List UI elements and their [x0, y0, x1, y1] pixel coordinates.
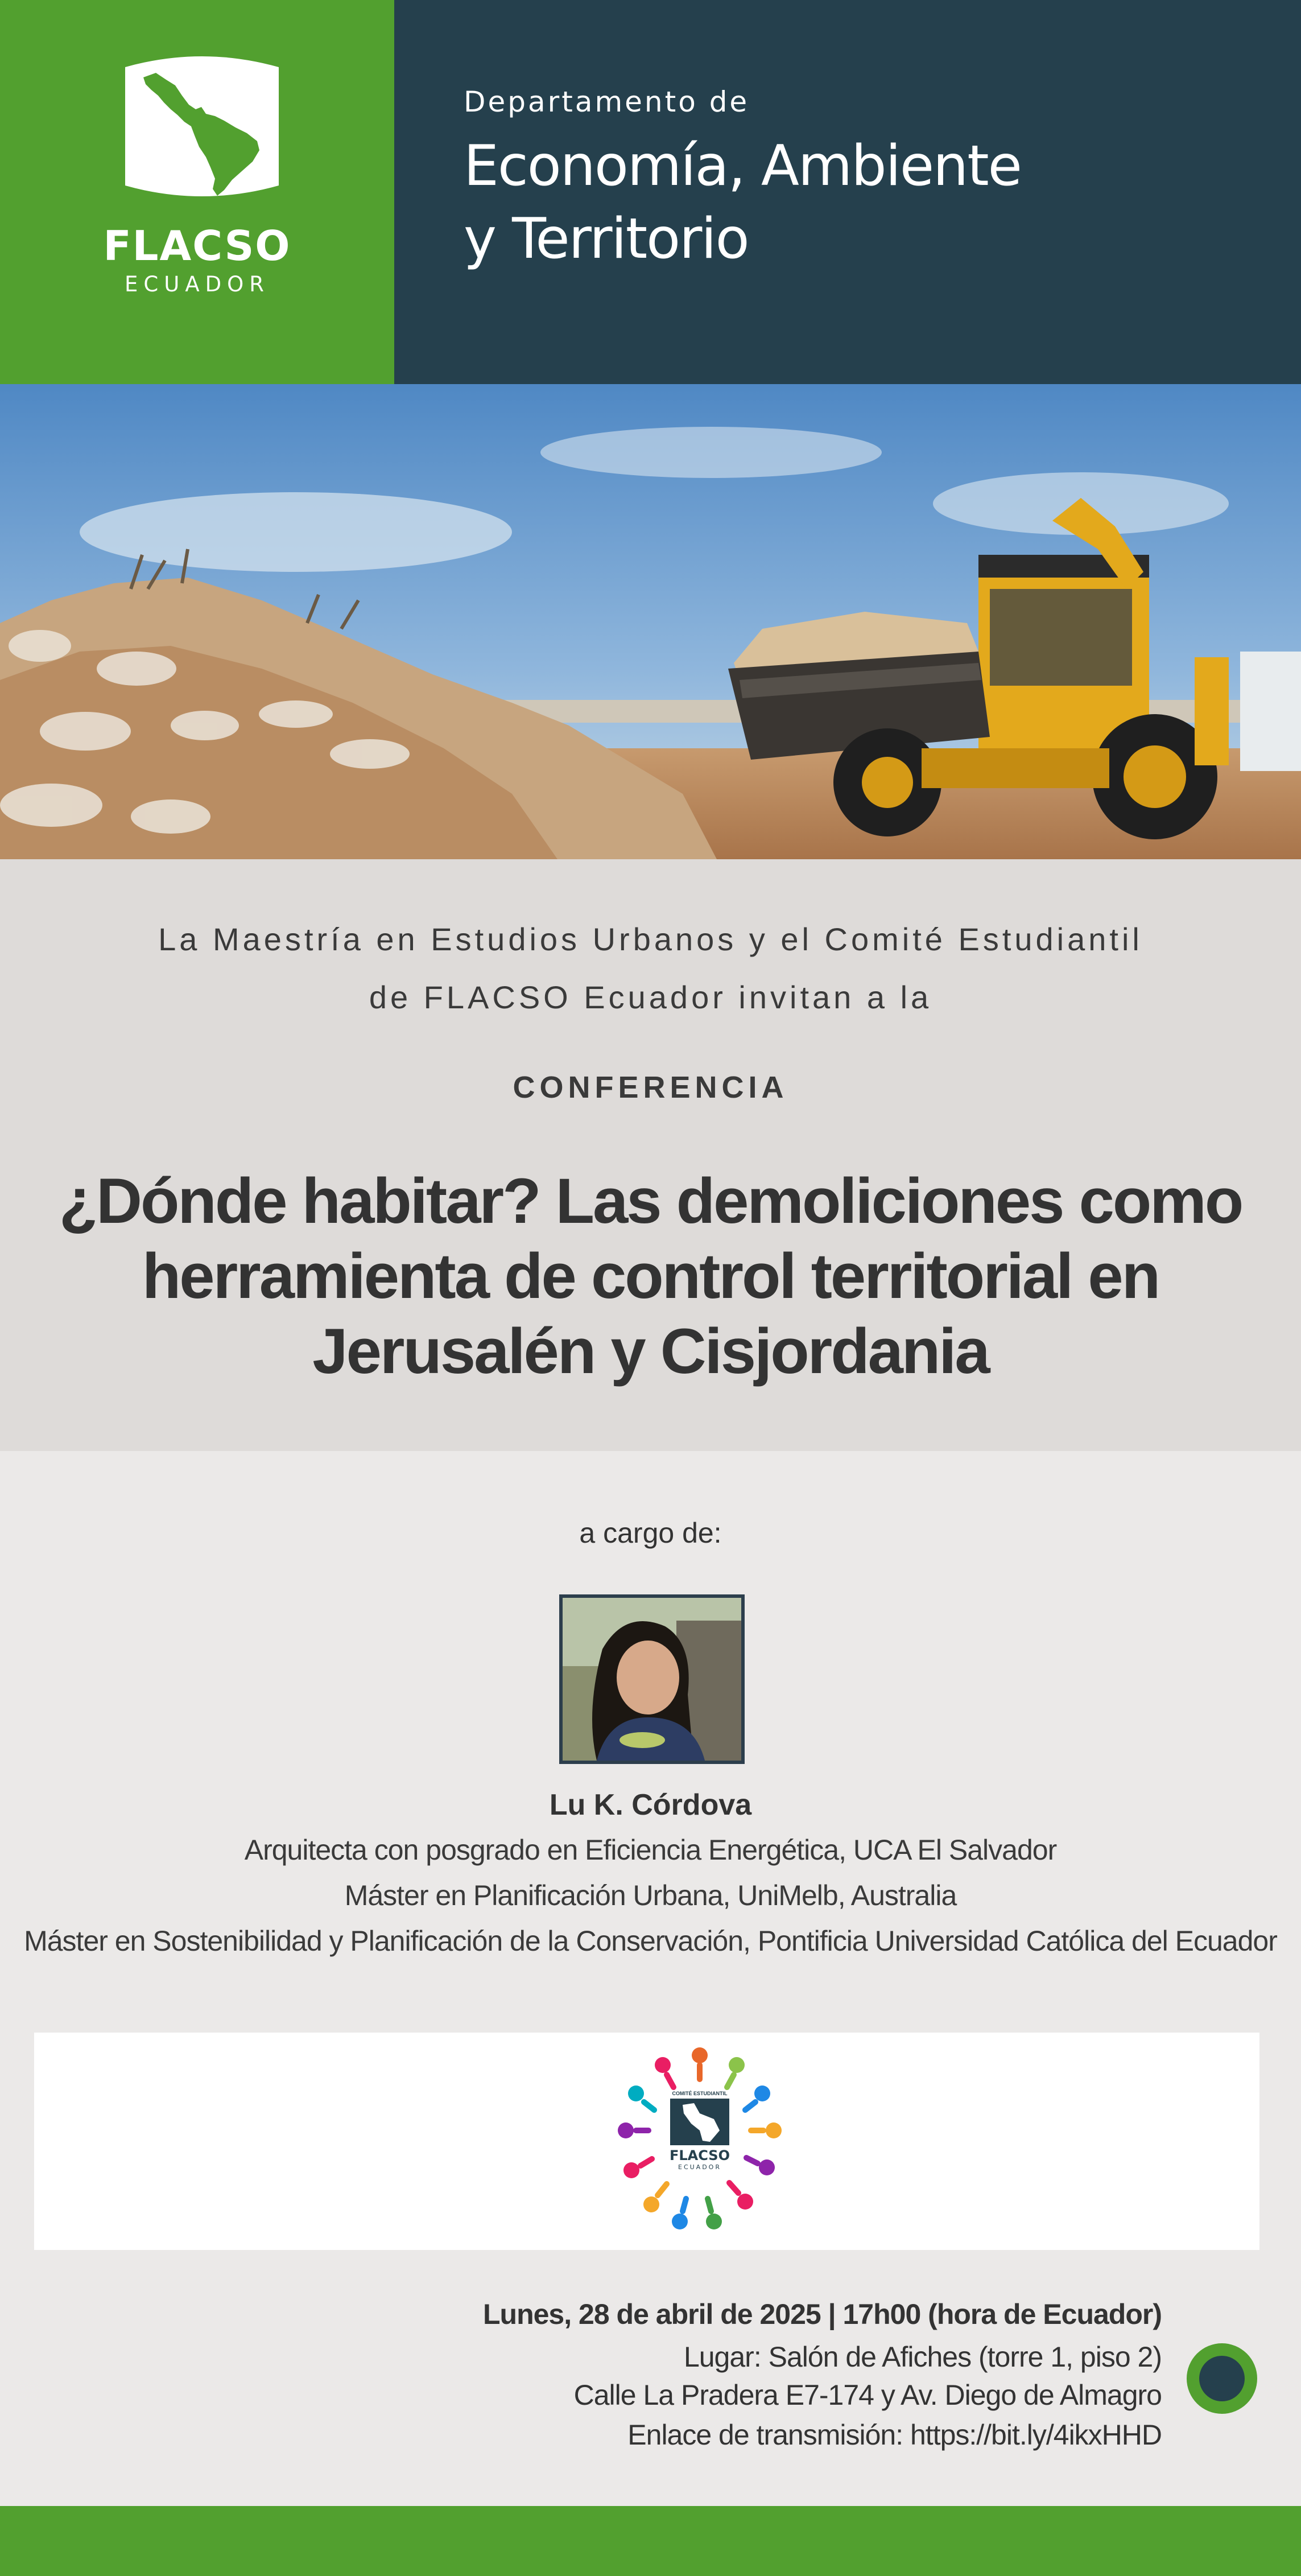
event-venue: Lugar: Salón de Afiches (torre 1, piso 2) [683, 2341, 1162, 2373]
conference-title-line2: herramienta de control territorial en [142, 1240, 1159, 1312]
speaker-intro: a cargo de: [579, 1517, 722, 1549]
committee-logo-sub: ECUADOR [678, 2163, 721, 2171]
invitation-line2: de FLACSO Ecuador invitan a la [369, 979, 932, 1015]
invitation-text [0, 910, 1301, 1027]
conference-title-line1: ¿Dónde habitar? Las demoliciones como [59, 1165, 1242, 1237]
invitation-section [0, 859, 1301, 1451]
flacso-logo [0, 0, 394, 384]
speaker-credential-3: Máster en Sostenibilidad y Planificación de la Conservación, Pontificia Universidad Católica del Ecuador [24, 1925, 1277, 1957]
event-stream-link[interactable]: Enlace de transmisión: https://bit.ly/4ikxHHD [627, 2419, 1162, 2451]
speaker-credential-1: Arquitecta con posgrado en Eficiencia Energética, UCA El Salvador [244, 1834, 1057, 1866]
event-address: Calle La Pradera E7-174 y Av. Diego de Almagro [573, 2379, 1162, 2411]
latin-america-map-icon [121, 50, 283, 203]
committee-logo [609, 2039, 791, 2243]
committee-logo-box [34, 2033, 1259, 2250]
header [0, 0, 1301, 384]
footer-bar [0, 2506, 1301, 2576]
department-name-line2: y Territorio [464, 207, 749, 271]
ring-center [1199, 2356, 1245, 2401]
department-name [464, 130, 1203, 275]
department-block [394, 0, 1301, 384]
conference-title [57, 1164, 1244, 1389]
department-name-line1: Economía, Ambiente [464, 134, 1021, 199]
event-type-label: CONFERENCIA [513, 1070, 788, 1104]
decorative-ring-icon [1187, 2343, 1257, 2414]
invitation-line1: La Maestría en Estudios Urbanos y el Comité Estudiantil [158, 921, 1143, 957]
speaker-credential-2: Máster en Planificación Urbana, UniMelb, Australia [344, 1880, 957, 1911]
logo-name: FLACSO [103, 222, 291, 270]
event-date-time: Lunes, 28 de abril de 2025 | 17h00 (hora de Ecuador) [483, 2298, 1162, 2330]
committee-logo-name: FLACSO [669, 2148, 730, 2163]
logo-subtitle: ECUADOR [125, 272, 270, 296]
speaker-name: Lu K. Córdova [549, 1788, 752, 1821]
committee-logo-top-text: COMITÉ ESTUDIANTIL [672, 2091, 728, 2096]
hero-photo-bulldozer [0, 384, 1301, 859]
speaker-photo [559, 1594, 745, 1764]
conference-title-line3: Jerusalén y Cisjordania [312, 1316, 989, 1387]
department-prefix: Departamento de [464, 85, 750, 118]
